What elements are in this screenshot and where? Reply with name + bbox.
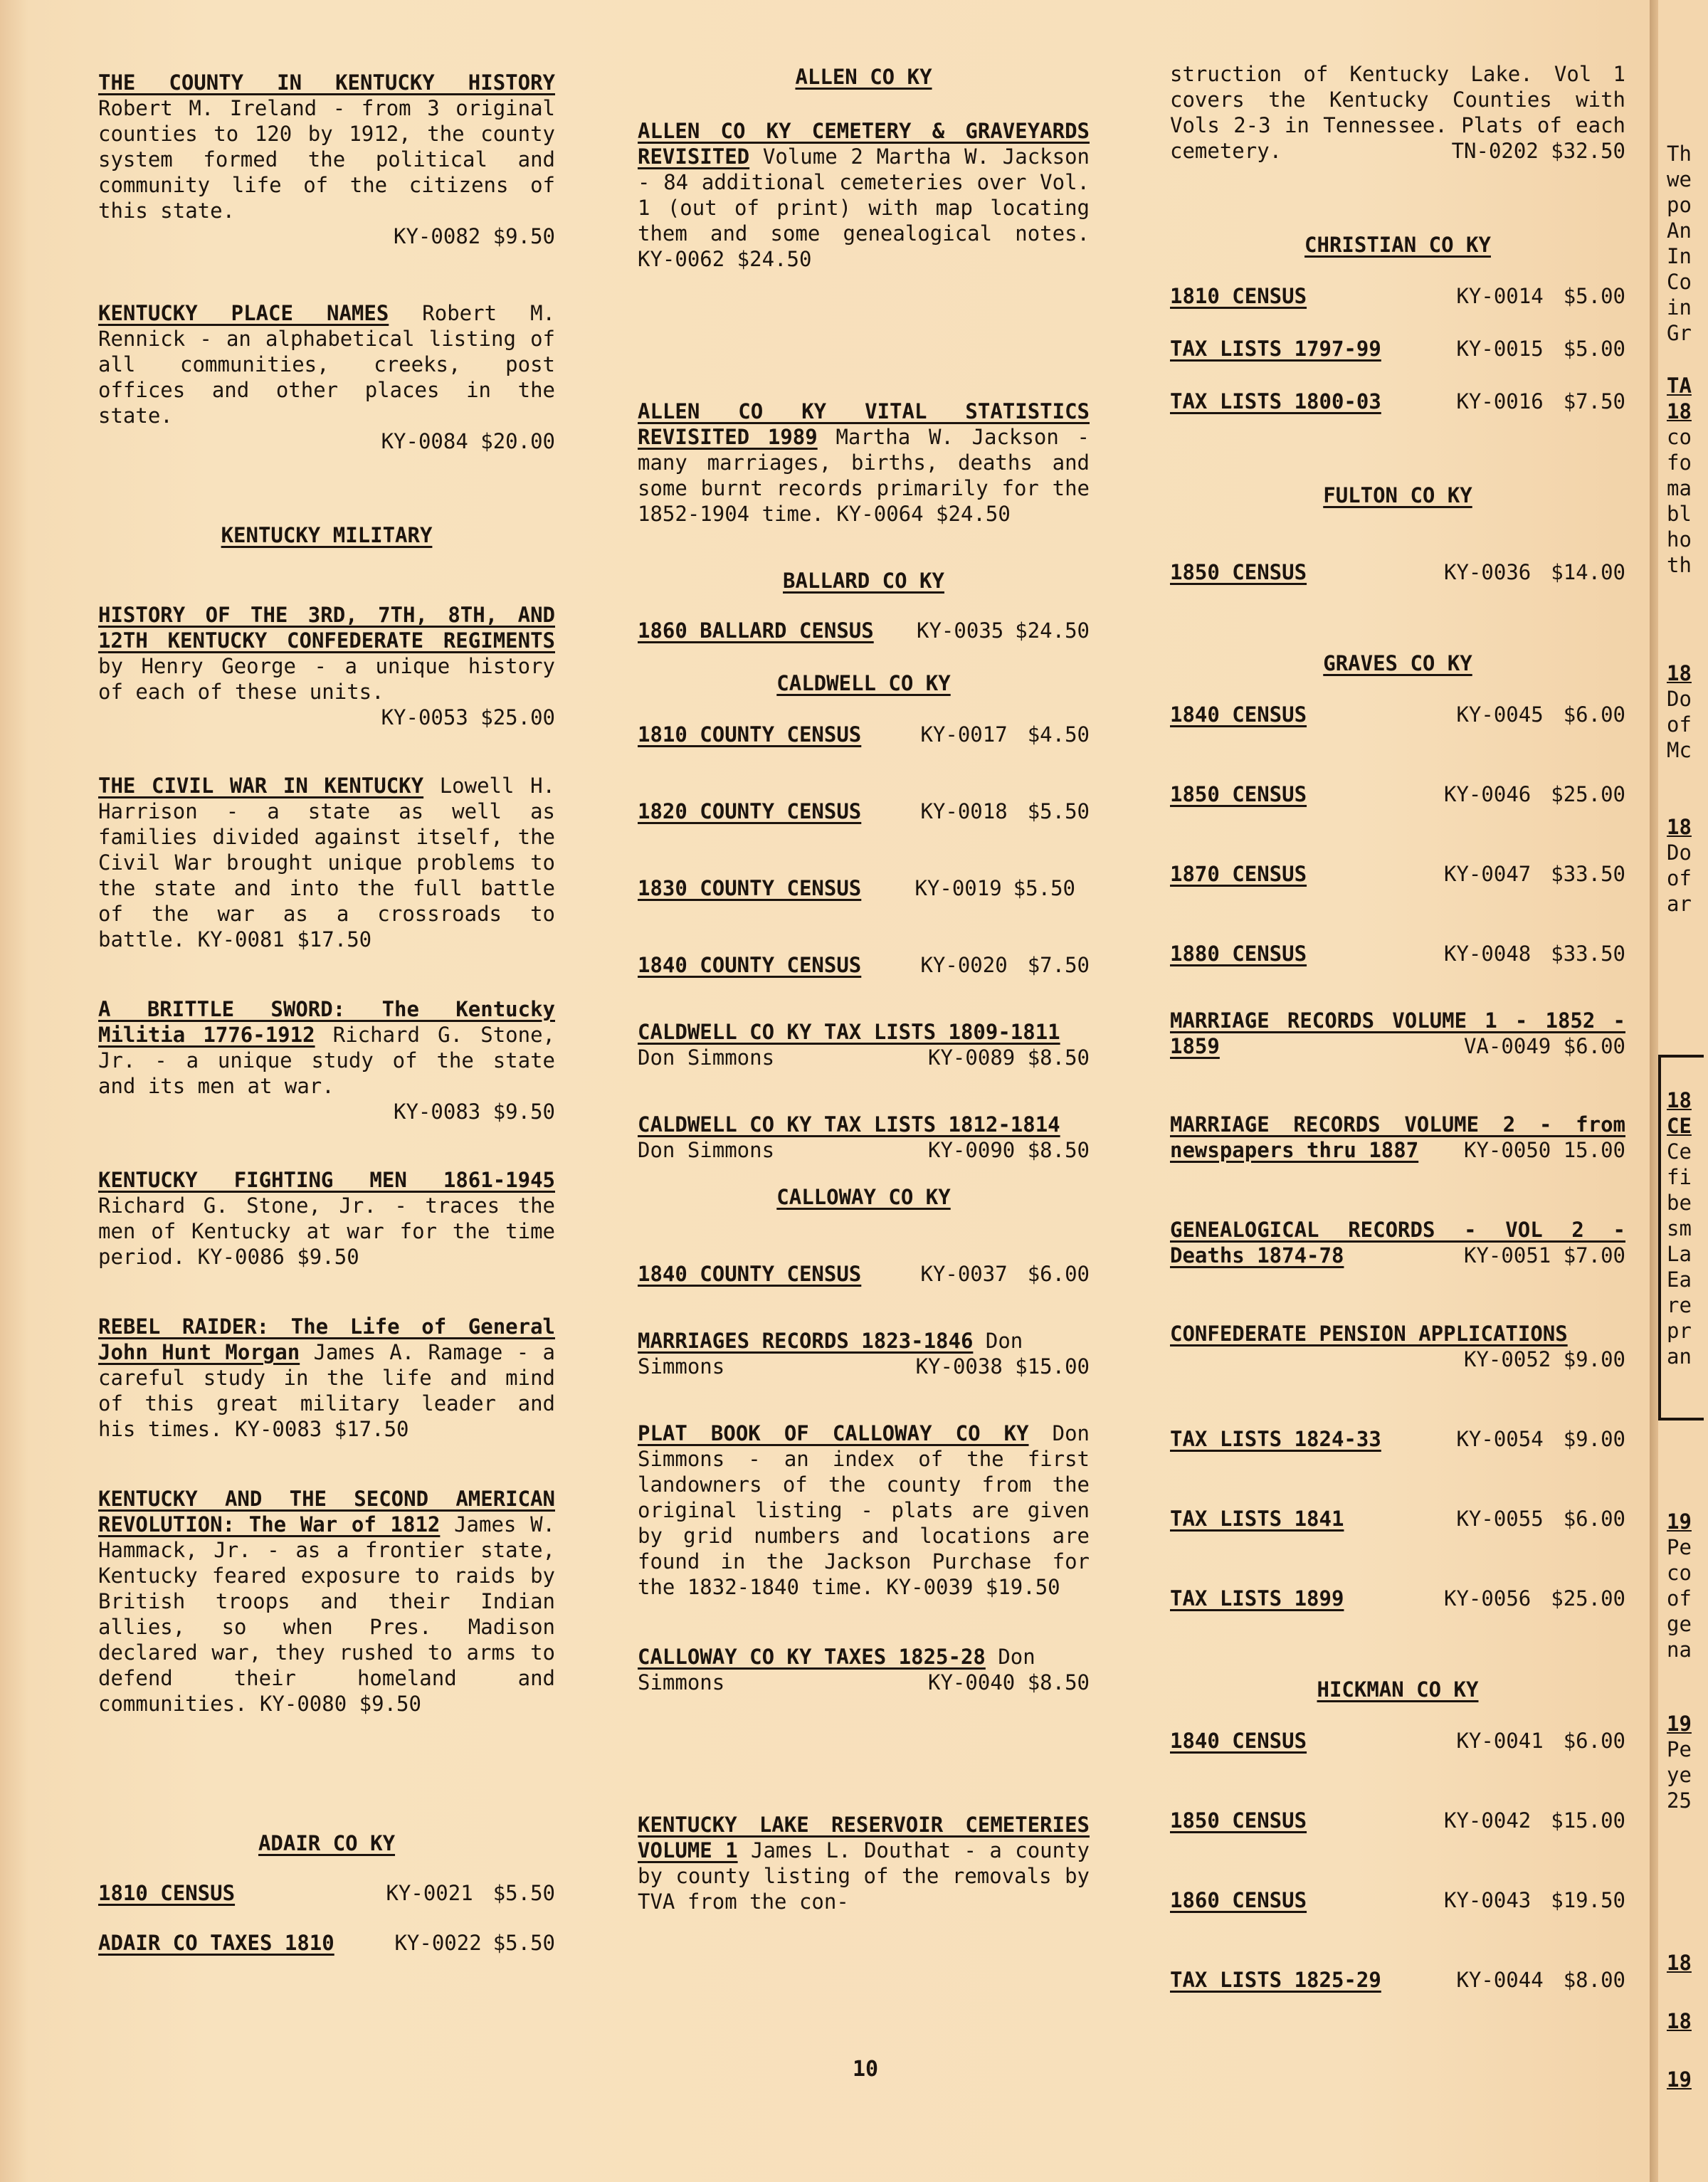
catalog-item: [638, 722, 1090, 747]
next-page-fragment: of: [1667, 866, 1692, 890]
item-title: TAX LISTS 1841: [1170, 1507, 1344, 1531]
next-page-fragment: La: [1667, 1242, 1692, 1266]
item-title: TAX LISTS 1800-03: [1170, 389, 1381, 413]
item-price: $5.50: [492, 1881, 555, 1905]
item-price: $5.00: [1563, 284, 1625, 308]
next-page-fragment: ge: [1667, 1612, 1692, 1636]
item-code: KY-0019: [914, 876, 1002, 900]
item-title: 1810 CENSUS: [1170, 284, 1307, 308]
catalog-item: [1170, 559, 1625, 585]
entry-caldwell-tax-1: [638, 1019, 1090, 1070]
item-code: KY-0022: [394, 1931, 482, 1955]
next-page-fragment: be: [1667, 1191, 1692, 1215]
item-title: 1860 BALLARD CENSUS: [638, 618, 874, 643]
entry-price: KY-0050 15.00: [1464, 1138, 1625, 1162]
entry-title: CALDWELL CO KY TAX LISTS 1809-1811: [638, 1020, 1060, 1044]
section-heading-ballard: BALLARD CO KY: [783, 569, 944, 593]
item-price: $24.50: [1015, 618, 1090, 643]
catalog-item: [98, 1880, 555, 1906]
catalog-item: [638, 1261, 1090, 1287]
next-page-edge: [1658, 0, 1708, 2182]
item-price: $33.50: [1551, 862, 1625, 886]
next-page-fragment: co: [1667, 1561, 1692, 1585]
entry-title: KENTUCKY AND THE SECOND AMERICAN REVOLUTION: The War of 1812: [98, 1487, 555, 1537]
entry-title: MARRIAGE RECORDS VOLUME 2 - from: [1170, 1112, 1625, 1137]
section-heading-hickman: HICKMAN CO KY: [1317, 1677, 1479, 1702]
item-title: TAX LISTS 1824-33: [1170, 1427, 1381, 1451]
item-price: $25.00: [1551, 782, 1625, 806]
item-title: 1840 CENSUS: [1170, 702, 1307, 727]
entry-body: Richard G. Stone, Jr. - a unique study of the state and its men at war.: [98, 1023, 555, 1098]
entry-plat-book: [638, 1421, 1090, 1600]
entry-author: Don Simmons: [638, 1045, 775, 1070]
section-heading-caldwell: CALDWELL CO KY: [776, 671, 951, 695]
item-title: 1850 CENSUS: [1170, 1808, 1307, 1833]
item-code: KY-0043: [1444, 1888, 1532, 1912]
next-page-fragment: An: [1667, 218, 1692, 243]
item-title: 1830 COUNTY CENSUS: [638, 876, 862, 900]
item-code: KY-0044: [1456, 1968, 1544, 1992]
item-code: KY-0018: [920, 799, 1008, 823]
item-title: 1850 CENSUS: [1170, 560, 1307, 584]
item-code: KY-0045: [1456, 702, 1544, 727]
entry-price: KY-0090 $8.50: [928, 1138, 1090, 1162]
item-price: $8.00: [1563, 1968, 1625, 1992]
next-page-fragment: ma: [1667, 476, 1692, 500]
item-code: KY-0036: [1444, 560, 1532, 584]
next-page-fragment: an: [1667, 1344, 1692, 1369]
entry-county-history: [98, 70, 555, 249]
entry-title: MARRIAGES RECORDS 1823-1846: [638, 1329, 974, 1353]
entry-price: KY-0051 $7.00: [1464, 1243, 1625, 1267]
item-code: KY-0056: [1444, 1586, 1532, 1611]
next-page-fragment: th: [1667, 553, 1692, 577]
entry-body: Richard G. Stone, Jr. - traces the men of Kentucky at war for the time period. KY-0086 $9.50: [98, 1193, 555, 1269]
entry-title: A BRITTLE SWORD: The Kentucky Militia 1776-1912: [98, 997, 555, 1047]
item-code: KY-0046: [1444, 782, 1532, 806]
item-title: 1880 CENSUS: [1170, 942, 1307, 966]
item-title: TAX LISTS 1899: [1170, 1586, 1344, 1611]
next-page-fragment: 25: [1667, 1788, 1692, 1813]
entry-calloway-marriages: [638, 1328, 1090, 1379]
item-title: 1850 CENSUS: [1170, 782, 1307, 806]
item-price: $4.50: [1027, 722, 1090, 747]
item-price: $25.00: [1551, 1586, 1625, 1611]
next-page-fragment: Ce: [1667, 1139, 1692, 1164]
item-price: $6.00: [1563, 1507, 1625, 1531]
entry-body: Martha W. Jackson - many marriages, births, deaths and some burnt records primarily for the 1852-1904 time. KY-0064 $24.50: [638, 425, 1090, 526]
item-code: KY-0048: [1444, 942, 1532, 966]
item-price: $14.00: [1551, 560, 1625, 584]
entry-kentucky-lake-cont: [1170, 61, 1625, 164]
entry-place-names: [98, 300, 555, 454]
entry-body: James L. Douthat - a county by county listing of the removals by TVA from the con-: [638, 1838, 1090, 1914]
entry-war-of-1812: [98, 1486, 555, 1717]
entry-body: Volume 2 Martha W. Jackson - 84 additional cemeteries over Vol. 1 (out of print) with map locating them and some genealogical notes. KY-0062 $24.50: [638, 144, 1090, 271]
item-title: 1820 COUNTY CENSUS: [638, 799, 862, 823]
catalog-item: [1170, 702, 1625, 727]
item-code: KY-0020: [920, 953, 1008, 977]
entry-body: Lowell H. Harrison - a state as well as families divided against itself, the Civil War brought unique problems to the state and into the full battle of the war as a crossroads to battle. KY-0081 $17.50: [98, 774, 555, 952]
catalog-item: [638, 952, 1090, 978]
entry-price: KY-0083 $9.50: [394, 1100, 555, 1124]
next-page-fragment: Do: [1667, 840, 1692, 865]
item-code: KY-0015: [1456, 337, 1544, 361]
entry-title-cont: newspapers thru 1887: [1170, 1138, 1419, 1162]
right-column: [1170, 61, 1625, 1993]
next-page-fragment: na: [1667, 1638, 1692, 1662]
next-page-fragment: co: [1667, 425, 1692, 449]
entry-genealogical: [1170, 1217, 1625, 1268]
entry-title: KENTUCKY LAKE RESERVOIR CEMETERIES VOLUME 1: [638, 1813, 1090, 1862]
item-title: 1860 CENSUS: [1170, 1888, 1307, 1912]
item-code: KY-0016: [1456, 389, 1544, 413]
entry-price: KY-0089 $8.50: [928, 1045, 1090, 1070]
next-page-fragment: Mc: [1667, 738, 1692, 762]
item-price: $5.50: [1013, 876, 1075, 900]
entry-allen-vital-stats: [638, 399, 1090, 527]
item-title: 1840 COUNTY CENSUS: [638, 953, 862, 977]
entry-author: Don Simmons: [638, 1138, 775, 1162]
next-page-fragment: 18: [1667, 399, 1692, 423]
entry-civil-war: [98, 773, 555, 952]
item-title: 1810 COUNTY CENSUS: [638, 722, 862, 747]
page-number: 10: [853, 2057, 879, 2082]
item-code: KY-0041: [1456, 1729, 1544, 1753]
entry-title: HISTORY OF THE 3RD, 7TH, 8TH, AND 12TH KENTUCKY CONFEDERATE REGIMENTS: [98, 603, 555, 653]
entry-body: James A. Ramage - a careful study in the life and mind of this great military leader and his times. KY-0083 $17.50: [98, 1340, 555, 1441]
entry-body: James W. Hammack, Jr. - as a frontier state, Kentucky feared exposure to raids by British troops and their Indian allies, so when Pres. Madison declared war, they rushed to arms to defend their homeland and communities. KY-0080 $9.50: [98, 1512, 555, 1716]
entry-author-tail: Don: [973, 1329, 1023, 1353]
entry-body: Don Simmons - an index of the first landowners of the county from the original listing - plats are given by grid numbers and locations are found in the Jackson Purchase for the 1832-1840 time. KY-0039 $19.50: [638, 1421, 1090, 1599]
next-page-fragment: Th: [1667, 142, 1692, 166]
item-code: KY-0035: [917, 618, 1004, 643]
entry-price: KY-0040 $8.50: [928, 1670, 1090, 1695]
item-price: $7.50: [1563, 389, 1625, 413]
item-title: 1840 CENSUS: [1170, 1729, 1307, 1753]
entry-author-tail: Don: [985, 1645, 1035, 1669]
item-code: KY-0037: [920, 1262, 1008, 1286]
catalog-item: [1170, 781, 1625, 807]
next-page-fragment: 19: [1667, 2067, 1692, 2092]
next-page-fragment: we: [1667, 167, 1692, 191]
entry-title: PLAT BOOK OF CALLOWAY CO KY: [638, 1421, 1029, 1445]
item-price: $33.50: [1551, 942, 1625, 966]
catalog-item: [1170, 389, 1625, 414]
next-page-fragment: Co: [1667, 270, 1692, 294]
catalog-item: [1170, 336, 1625, 362]
page-gutter: [1650, 0, 1658, 2182]
catalog-item: [1170, 1426, 1625, 1452]
entry-marriage-vol2: [1170, 1112, 1625, 1163]
entry-title: MARRIAGE RECORDS VOLUME 1 - 1852 -: [1170, 1008, 1625, 1033]
entry-price: KY-0053 $25.00: [381, 705, 555, 729]
item-code: KY-0014: [1456, 284, 1544, 308]
next-page-fragment: CE: [1667, 1114, 1692, 1138]
item-price: $6.00: [1027, 1262, 1090, 1286]
entry-confederate-regiments: [98, 602, 555, 730]
catalog-item: [1170, 1728, 1625, 1754]
item-price: $9.00: [1563, 1427, 1625, 1451]
item-code: KY-0047: [1444, 862, 1532, 886]
item-code: KY-0042: [1444, 1808, 1532, 1833]
next-page-fragment: 18: [1667, 1951, 1692, 1975]
item-title: TAX LISTS 1825-29: [1170, 1968, 1381, 1992]
entry-title-cont: Deaths 1874-78: [1170, 1243, 1344, 1267]
item-title: 1840 COUNTY CENSUS: [638, 1262, 862, 1286]
next-page-fragment: In: [1667, 244, 1692, 268]
item-title: ADAIR CO TAXES 1810: [98, 1931, 334, 1955]
next-page-fragment: 19: [1667, 1509, 1692, 1534]
entry-title: KENTUCKY FIGHTING MEN 1861-1945: [98, 1168, 555, 1192]
catalog-item: [1170, 1808, 1625, 1833]
next-page-fragment: 18: [1667, 661, 1692, 685]
catalog-item: [1170, 1506, 1625, 1532]
next-page-fragment: 19: [1667, 1712, 1692, 1736]
section-heading-christian: CHRISTIAN CO KY: [1304, 233, 1491, 257]
entry-brittle-sword: [98, 996, 555, 1124]
entry-rebel-raider: [98, 1314, 555, 1442]
catalog-item: [638, 618, 1090, 643]
section-heading-allen: ALLEN CO KY: [795, 65, 932, 89]
entry-caldwell-tax-2: [638, 1112, 1090, 1163]
item-price: $5.00: [1563, 337, 1625, 361]
next-page-fragment: 18: [1667, 815, 1692, 839]
entry-price: KY-0052 $9.00: [1464, 1347, 1625, 1371]
entry-price: KY-0038 $15.00: [915, 1354, 1090, 1379]
middle-column: [638, 64, 1090, 1914]
section-heading-graves: GRAVES CO KY: [1323, 651, 1472, 675]
next-page-fragment: in: [1667, 295, 1692, 320]
entry-title: CALLOWAY CO KY TAXES 1825-28: [638, 1645, 986, 1669]
section-heading-fulton: FULTON CO KY: [1323, 483, 1472, 507]
item-title: TAX LISTS 1797-99: [1170, 337, 1381, 361]
item-title: 1810 CENSUS: [98, 1881, 236, 1905]
item-price: $5.50: [1027, 799, 1090, 823]
next-page-fragment: Ea: [1667, 1267, 1692, 1292]
entry-price: TN-0202 $32.50: [1451, 139, 1625, 163]
entry-title: ALLEN CO KY CEMETERY & GRAVEYARDS REVISITED: [638, 119, 1090, 169]
item-code: KY-0055: [1456, 1507, 1544, 1531]
catalog-item: [1170, 1887, 1625, 1913]
section-heading-calloway: CALLOWAY CO KY: [776, 1185, 951, 1209]
entry-author: Simmons: [638, 1354, 725, 1379]
entry-title: THE COUNTY IN KENTUCKY HISTORY: [98, 70, 555, 95]
item-price: $7.50: [1027, 953, 1090, 977]
next-page-fragment: bl: [1667, 502, 1692, 526]
next-page-fragment: Pe: [1667, 1737, 1692, 1761]
catalog-item: [1170, 283, 1625, 309]
left-column: [98, 70, 555, 1956]
section-heading-military: KENTUCKY MILITARY: [221, 523, 433, 547]
catalog-item: [638, 799, 1090, 824]
entry-body: Robert M. Rennick - an alphabetical listing of all communities, creeks, post offices and other places in the state.: [98, 301, 555, 428]
entry-price: KY-0084 $20.00: [381, 429, 555, 453]
next-page-fragment: sm: [1667, 1216, 1692, 1240]
entry-body: by Henry George - a unique history of each of these units.: [98, 654, 555, 704]
next-page-fragment: re: [1667, 1293, 1692, 1317]
next-page-fragment: po: [1667, 193, 1692, 217]
next-page-fragment: Gr: [1667, 321, 1692, 345]
item-price: $6.00: [1563, 1729, 1625, 1753]
item-price: $6.00: [1563, 702, 1625, 727]
entry-title: CALDWELL CO KY TAX LISTS 1812-1814: [638, 1112, 1060, 1137]
entry-title-cont: 1859: [1170, 1034, 1220, 1058]
catalog-item: [1170, 1586, 1625, 1611]
next-page-fragment: pr: [1667, 1319, 1692, 1343]
next-page-fragment: fo: [1667, 450, 1692, 475]
catalog-item: [1170, 1967, 1625, 1993]
next-page-fragment: of: [1667, 712, 1692, 737]
entry-title: REBEL RAIDER: The Life of General John Hunt Morgan: [98, 1314, 555, 1364]
next-page-fragment: TA: [1667, 374, 1692, 398]
entry-pension: [1170, 1321, 1625, 1372]
entry-title: CONFEDERATE PENSION APPLICATIONS: [1170, 1322, 1568, 1346]
entry-body: Robert M. Ireland - from 3 original counties to 120 by 1912, the county system formed the political and community life of the citizens of this state.: [98, 96, 555, 223]
catalog-item: [638, 875, 1090, 901]
next-page-fragment: ar: [1667, 892, 1692, 916]
next-page-fragment: ho: [1667, 527, 1692, 552]
entry-fighting-men: [98, 1167, 555, 1270]
entry-title: GENEALOGICAL RECORDS - VOL 2 -: [1170, 1218, 1625, 1242]
next-page-fragment: ye: [1667, 1763, 1692, 1787]
item-title: 1870 CENSUS: [1170, 862, 1307, 886]
next-page-fragment: of: [1667, 1586, 1692, 1611]
item-code: KY-0021: [386, 1881, 473, 1905]
entry-marriage-vol1: [1170, 1008, 1625, 1059]
entry-title: ALLEN CO KY VITAL STATISTICS REVISITED 1989: [638, 399, 1090, 449]
item-price: $15.00: [1551, 1808, 1625, 1833]
next-page-fragment: Pe: [1667, 1535, 1692, 1559]
entry-calloway-taxes: [638, 1644, 1090, 1695]
entry-body: struction of Kentucky Lake. Vol 1 covers the Kentucky Counties with Vols 2-3 in Tennessee. Plats of each cemetery.: [1170, 62, 1625, 163]
catalog-item: [1170, 861, 1625, 887]
next-page-fragment: Do: [1667, 687, 1692, 711]
catalog-item: [1170, 941, 1625, 966]
entry-allen-cemetery: [638, 118, 1090, 272]
item-code: KY-0017: [920, 722, 1008, 747]
section-heading-adair: ADAIR CO KY: [258, 1831, 396, 1855]
entry-title: KENTUCKY PLACE NAMES: [98, 301, 389, 325]
entry-price: VA-0049 $6.00: [1464, 1034, 1625, 1058]
next-page-fragment: 18: [1667, 2009, 1692, 2033]
next-page-fragment: 18: [1667, 1088, 1692, 1112]
item-price: $5.50: [492, 1931, 555, 1955]
item-code: KY-0054: [1456, 1427, 1544, 1451]
entry-author: Simmons: [638, 1670, 725, 1695]
catalog-item: [98, 1930, 555, 1956]
item-price: $19.50: [1551, 1888, 1625, 1912]
next-page-fragment: fi: [1667, 1165, 1692, 1189]
entry-title: THE CIVIL WAR IN KENTUCKY: [98, 774, 424, 798]
entry-kentucky-lake: [638, 1812, 1090, 1914]
entry-price: KY-0082 $9.50: [394, 224, 555, 248]
